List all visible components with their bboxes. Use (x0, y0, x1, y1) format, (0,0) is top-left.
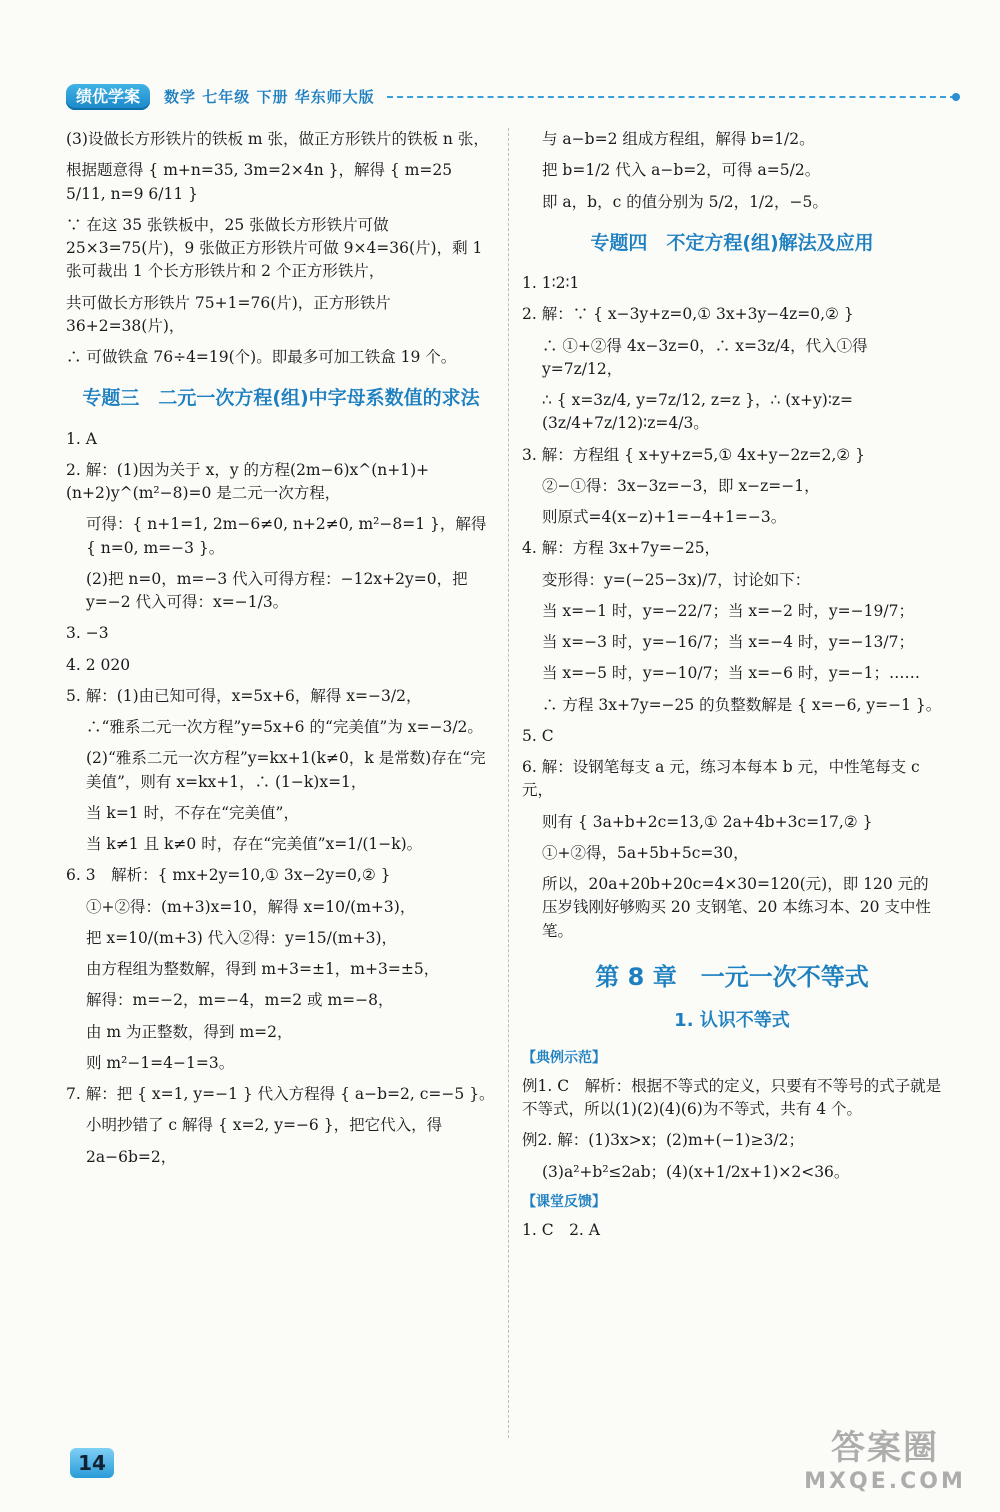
answer-line: 1. C 2. A (522, 1220, 600, 1239)
answer-line: 当 k=1 时，不存在“完美值”， (86, 803, 299, 822)
section-tag: 【典例示范】 (522, 1049, 606, 1066)
watermark-text: 答案圈 (831, 1428, 939, 1468)
answer-line: 则原式=4(x−z)+1=−4+1=−3。 (542, 508, 787, 527)
page-header (66, 84, 956, 110)
answer-line: 1. 1∶2∶1 (522, 274, 580, 293)
answer-line: 7. 解：把 { x=1, y=−1 } 代入方程得 { a−b=2, c=−5 }。 (66, 1085, 495, 1104)
answer-line: ∴ { x=3z/4, y=7z/12, z=z }，∴ (x+y)∶z=(3z/4+7z/12)∶z=4/3。 (542, 391, 854, 433)
answer-line: 则 m²−1=4−1=3。 (86, 1053, 235, 1072)
answer-line: 解得：m=−2，m=−4，m=2 或 m=−8， (86, 991, 394, 1010)
answer-line: ∴“雅系二元一次方程”y=5x+6 的“完美值”为 x=−3/2。 (86, 718, 483, 737)
answer-line: 4. 解：方程 3x+7y=−25， (522, 539, 721, 558)
answer-line: 与 a−b=2 组成方程组，解得 b=1/2。 (542, 130, 815, 148)
answer-line: 当 x=−3 时，y=−16/7；当 x=−4 时，y=−13/7； (542, 633, 914, 652)
answer-line: 3. 解：方程组 { x+y+z=5,① 4x+y−2z=2,② } (522, 445, 865, 464)
answer-line: (3)设做长方形铁片的铁板 m 张，做正方形铁片的铁板 n 张， (66, 130, 489, 148)
answer-line: 6. 3 解析：{ mx+2y=10,① 3x−2y=0,② } (66, 866, 391, 885)
column-divider (508, 128, 509, 1438)
section-title: 专题三 二元一次方程(组)中字母系数值的求法 (82, 387, 480, 410)
answer-line: ①+②得：(m+3)x=10，解得 x=10/(m+3)， (86, 897, 416, 916)
answer-line: 所以，20a+20b+20c=4×30=120(元)，即 120 元的压岁钱刚好够购买 20 支钢笔、20 本练习本、20 支中性笔。 (542, 875, 931, 940)
watermark-logo (790, 1428, 980, 1504)
answer-line: ∵ 在这 35 张铁板中，25 张做长方形铁片可做 25×3=75(片)，9 张做正方形铁片可做 9×4=36(片)，剩 1 张可裁出 1 个长方形铁片和 2 个正方形铁片， (66, 215, 483, 281)
page-number: 14 (70, 1448, 114, 1478)
answer-line: 1. A (66, 429, 97, 448)
answer-line: 即 a，b，c 的值分别为 5/2，1/2，−5。 (542, 192, 828, 211)
subject-line: 数学 七年级 下册 华东师大版 (164, 87, 375, 106)
answer-line: 可得：{ n+1=1, 2m−6≠0, n+2≠0, m²−8=1 }，解得 { n=0, m=−3 }。 (86, 515, 487, 557)
answer-line: 5. 解：(1)由已知可得，x=5x+6，解得 x=−3/2， (66, 686, 422, 705)
answer-line: (2)把 n=0，m=−3 代入可得方程：−12x+2y=0，把 y=−2 代入可得：x=−1/3。 (86, 569, 468, 612)
left-column (66, 128, 496, 1177)
answer-line: 变形得：y=(−25−3x)/7，讨论如下： (542, 570, 811, 589)
watermark-url: MXQE.COM (804, 1469, 966, 1494)
answer-line: ∴ 方程 3x+7y=−25 的负整数解是 { x=−6, y=−1 }。 (542, 695, 942, 714)
section-title: 专题四 不定方程(组)解法及应用 (590, 231, 874, 254)
header-divider (387, 96, 956, 98)
brand-badge: 绩优学案 (66, 84, 150, 110)
section-tag: 【课堂反馈】 (522, 1193, 606, 1210)
answer-line: ∴ ①+②得 4x−3z=0，∴ x=3z/4，代入①得 y=7z/12， (542, 336, 868, 378)
answer-line: ∴ 可做铁盒 76÷4=19(个)。即最多可加工铁盒 19 个。 (66, 348, 457, 366)
answer-line: 由方程组为整数解，得到 m+3=±1，m+3=±5， (86, 960, 440, 979)
answer-line: 4. 2 020 (66, 655, 131, 674)
answer-line: 5. C (522, 726, 554, 745)
answer-line: 当 k≠1 且 k≠0 时，存在“完美值”x=1/(1−k)。 (86, 835, 423, 854)
answer-line: 2. 解：(1)因为关于 x，y 的方程(2m−6)x^(n+1)+(n+2)y^(m²−8)=0 是二元一次方程， (66, 460, 430, 503)
answer-line: 把 x=10/(m+3) 代入②得：y=15/(m+3)， (86, 928, 397, 947)
answer-line: ②−①得：3x−3z=−3，即 x−z=−1， (542, 476, 820, 495)
chapter-title: 第 8 章 一元一次不等式 (595, 962, 869, 991)
answer-line: 例1. C 解析：根据不等式的定义，只要有不等号的式子就是不等式，所以(1)(2)(4)(6)为不等式，共有 4 个。 (522, 1076, 942, 1119)
answer-line: 把 b=1/2 代入 a−b=2，可得 a=5/2。 (542, 161, 821, 180)
answer-line: 共可做长方形铁片 75+1=76(片)，正方形铁片 36+2=38(片)， (66, 293, 391, 335)
answer-line: (3)a²+b²≤2ab；(4)(x+1/2x+1)×2<36。 (542, 1162, 850, 1181)
header-dot (952, 93, 960, 101)
answer-line: 由 m 为正整数，得到 m=2， (86, 1022, 293, 1041)
answer-line: (2)“雅系二元一次方程”y=kx+1(k≠0，k 是常数)存在“完美值”，则有 x=kx+1，∴ (1−k)x=1， (86, 749, 486, 791)
answer-line: 当 x=−1 时，y=−22/7；当 x=−2 时，y=−19/7； (542, 601, 914, 620)
answer-line: 2a−6b=2， (86, 1147, 177, 1166)
answer-line: 当 x=−5 时，y=−10/7；当 x=−6 时，y=−1；…… (542, 664, 920, 683)
subsection-title: 1. 认识不等式 (674, 1009, 790, 1031)
answer-line: 3. −3 (66, 624, 109, 643)
answer-line: 小明抄错了 c 解得 { x=2, y=−6 }，把它代入，得 (86, 1116, 443, 1135)
answer-line: ①+②得，5a+5b+5c=30， (542, 843, 749, 862)
answer-line: 则有 { 3a+b+2c=13,① 2a+4b+3c=17,② } (542, 812, 873, 831)
answer-line: 根据题意得 { m+n=35, 3m=2×4n }，解得 { m=25 5/11, n=9 6/11 } (66, 161, 453, 203)
right-column (522, 128, 942, 1250)
answer-line: 例2. 解：(1)3x>x；(2)m+(−1)≥3/2； (522, 1131, 805, 1150)
answer-line: 6. 解：设钢笔每支 a 元，练习本每本 b 元，中性笔每支 c 元， (522, 758, 920, 800)
answer-line: 2. 解：∵ { x−3y+z=0,① 3x+3y−4z=0,② } (522, 305, 854, 324)
